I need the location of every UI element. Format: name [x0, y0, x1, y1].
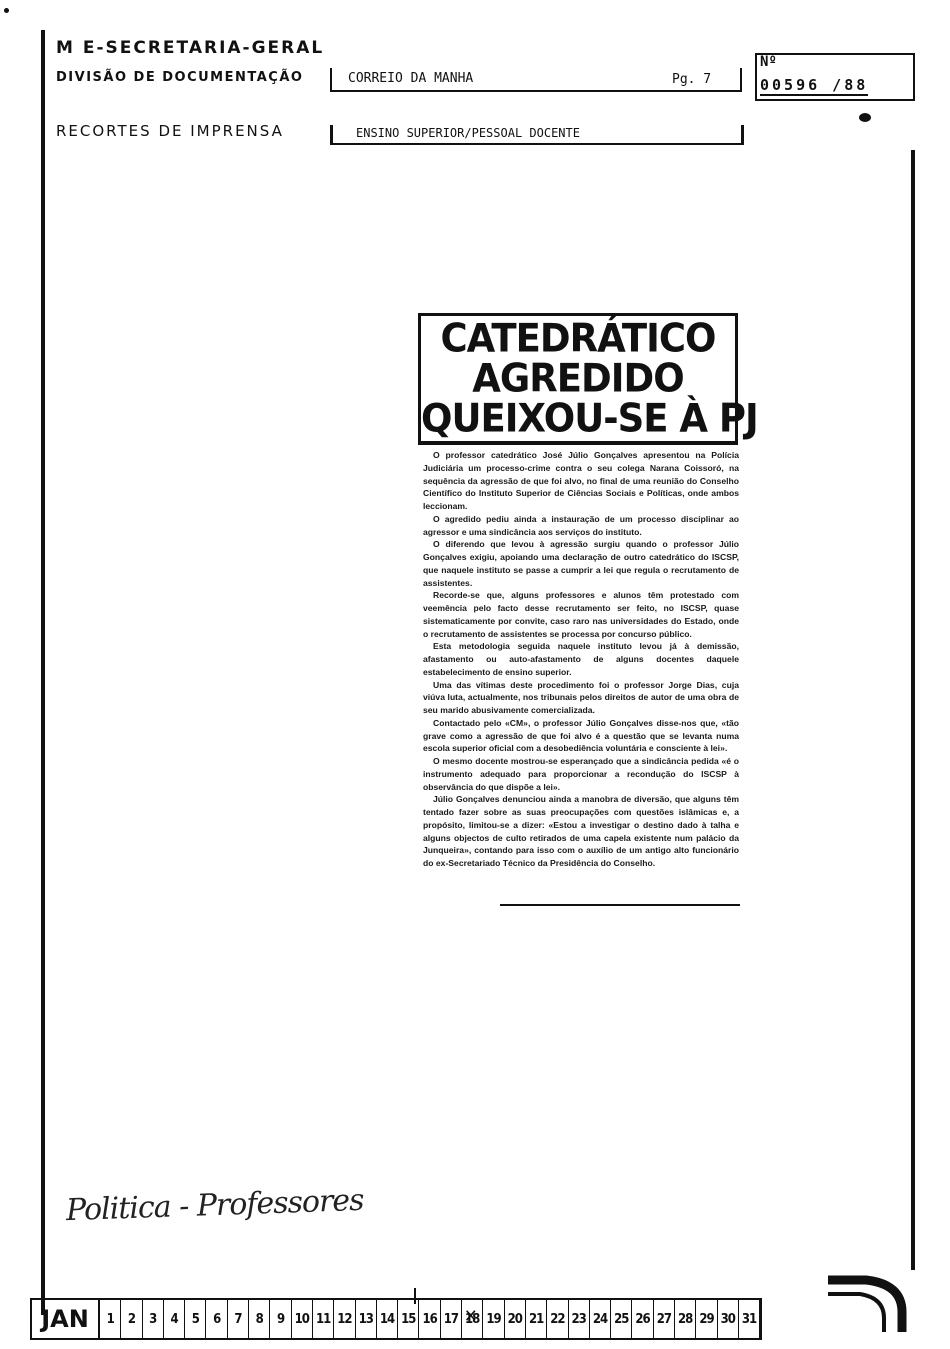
- calendar-day: 30: [718, 1300, 739, 1338]
- article-paragraph: Contactado pelo «CM», o professor Júlio Gonçalves disse-nos que, «tão grave como a agressão de que foi alvo é a questão que se levanta numa escola superior oficial com a desobediência voluntária e consciente à lei».: [423, 717, 739, 754]
- source-name: CORREIO DA MANHA: [348, 71, 474, 86]
- corner-bracket-mark: [826, 1272, 908, 1334]
- headline: [421, 316, 758, 441]
- calendar-day: 28: [675, 1300, 696, 1338]
- calendar-day: 16: [419, 1300, 440, 1338]
- headline-line: QUEIXOU-SE À PJ: [421, 395, 758, 441]
- calendar-strip: [30, 1298, 762, 1340]
- calendar-day: 4: [164, 1300, 185, 1338]
- calendar-day: 27: [654, 1300, 675, 1338]
- headline-box: [418, 313, 758, 445]
- calendar-day: 7: [228, 1300, 249, 1338]
- calendar-day: 12: [334, 1300, 355, 1338]
- calendar-day: 2: [121, 1300, 142, 1338]
- article-paragraph: Recorde-se que, alguns professores e alunos têm protestado com veemência pelo facto desse recrutamento ser feito, no ISCSP, quase sistematicamente por convite, caso raro nas universidades do Estado, onde o recrutamento de assistentes se processa por concurso público.: [423, 590, 739, 639]
- calendar-day: 21: [526, 1300, 547, 1338]
- calendar-day: 13: [356, 1300, 377, 1338]
- article-end-rule: [500, 904, 740, 906]
- article-paragraph: O mesmo docente mostrou-se esperançado que a sindicância pedida «é o instrumento adequado para proporcionar a recondução do ISCSP à observância do que dispõe a lei».: [423, 756, 739, 792]
- calendar-day: 6: [206, 1300, 227, 1338]
- headline-line: AGREDIDO: [472, 355, 684, 402]
- calendar-day: 26: [632, 1300, 653, 1338]
- ministry-title: M E-SECRETARIA-GERAL: [56, 38, 325, 58]
- handwritten-note: Politica - Professores: [65, 1182, 365, 1229]
- calendar-day: 22: [547, 1300, 568, 1338]
- calendar-day: 14: [377, 1300, 398, 1338]
- ink-dot: [859, 113, 871, 122]
- calendar-day: 24: [590, 1300, 611, 1338]
- article-paragraph: O agredido pediu ainda a instauração de um processo disciplinar ao agressor e uma sindicância aos serviços do instituto.: [423, 513, 739, 537]
- calendar-day: 17: [441, 1300, 462, 1338]
- calendar-day: 11: [313, 1300, 334, 1338]
- ink-dot: [4, 8, 9, 13]
- article-paragraph: Uma das vítimas deste procedimento foi o professor Jorge Dias, cuja viúva luta, actualmente, nos tribunais pelos direitos de autor de uma obra de seu marido abusivamente comercializada.: [423, 679, 739, 715]
- article-paragraph: O diferendo que levou à agressão surgiu quando o professor Júlio Gonçalves exigiu, apoiando uma declaração de outro catedrático do ISCSP, que naquele instituto se passe a cumprir a lei que regula o recrutamento de assistentes.: [423, 539, 739, 588]
- calendar-day: 15: [398, 1300, 419, 1338]
- calendar-days: [100, 1300, 760, 1338]
- article-body: [423, 449, 739, 870]
- page-number: Pg. 7: [672, 72, 712, 87]
- subject-text: ENSINO SUPERIOR/PESSOAL DOCENTE: [356, 126, 580, 140]
- left-margin-rule: [41, 30, 45, 1315]
- article-paragraph: Esta metodologia seguida naquele instituto levou já à demissão, afastamento ou auto-afastamento de alguns docentes daquele estabelecimento de ensino superior.: [423, 641, 739, 677]
- number-value: 00596 /88: [760, 76, 869, 94]
- division-title: DIVISÃO DE DOCUMENTAÇÃO: [56, 70, 304, 85]
- number-label: Nº: [760, 54, 777, 70]
- calendar-day: 18 ✕: [462, 1300, 483, 1338]
- calendar-day: 19: [483, 1300, 504, 1338]
- headline-line: CATEDRÁTICO: [440, 316, 716, 362]
- calendar-day: 9: [270, 1300, 291, 1338]
- calendar-day: 31: [739, 1300, 760, 1338]
- calendar-day: 23: [569, 1300, 590, 1338]
- calendar-day: 5: [185, 1300, 206, 1338]
- calendar-month: JAN: [32, 1300, 100, 1338]
- right-margin-rule: [911, 150, 915, 1270]
- article-paragraph: Júlio Gonçalves denunciou ainda a manobra de diversão, que alguns têm tentado fazer sobre as suas preocupações com questões islâmicas e, a propósito, limitou-se a dizer: «Estou a investigar o destino dado à talha e alguns objectos de culto retirados de uma capela existente num palácio da Junqueira», contando para isso com o auxílio de um antigo alto funcionário do ex-Secretariado Técnico da Presidência do Conselho.: [423, 794, 739, 868]
- calendar-day: 10: [292, 1300, 313, 1338]
- section-title: RECORTES DE IMPRENSA: [56, 122, 284, 140]
- calendar-day: 8: [249, 1300, 270, 1338]
- calendar-day: 20: [505, 1300, 526, 1338]
- article-paragraph: O professor catedrático José Júlio Gonçalves apresentou na Polícia Judiciária um processo-crime contra o seu colega Narana Coissoró, na sequência da agressão de que foi alvo, no final de uma reunião do Conselho Científico do Instituto Superior de Ciências Sociais e Políticas, onde ambos leccionam.: [423, 450, 739, 511]
- calendar-day: 25: [611, 1300, 632, 1338]
- calendar-day: 1: [100, 1300, 121, 1338]
- calendar-day: 3: [143, 1300, 164, 1338]
- calendar-day: 29: [696, 1300, 717, 1338]
